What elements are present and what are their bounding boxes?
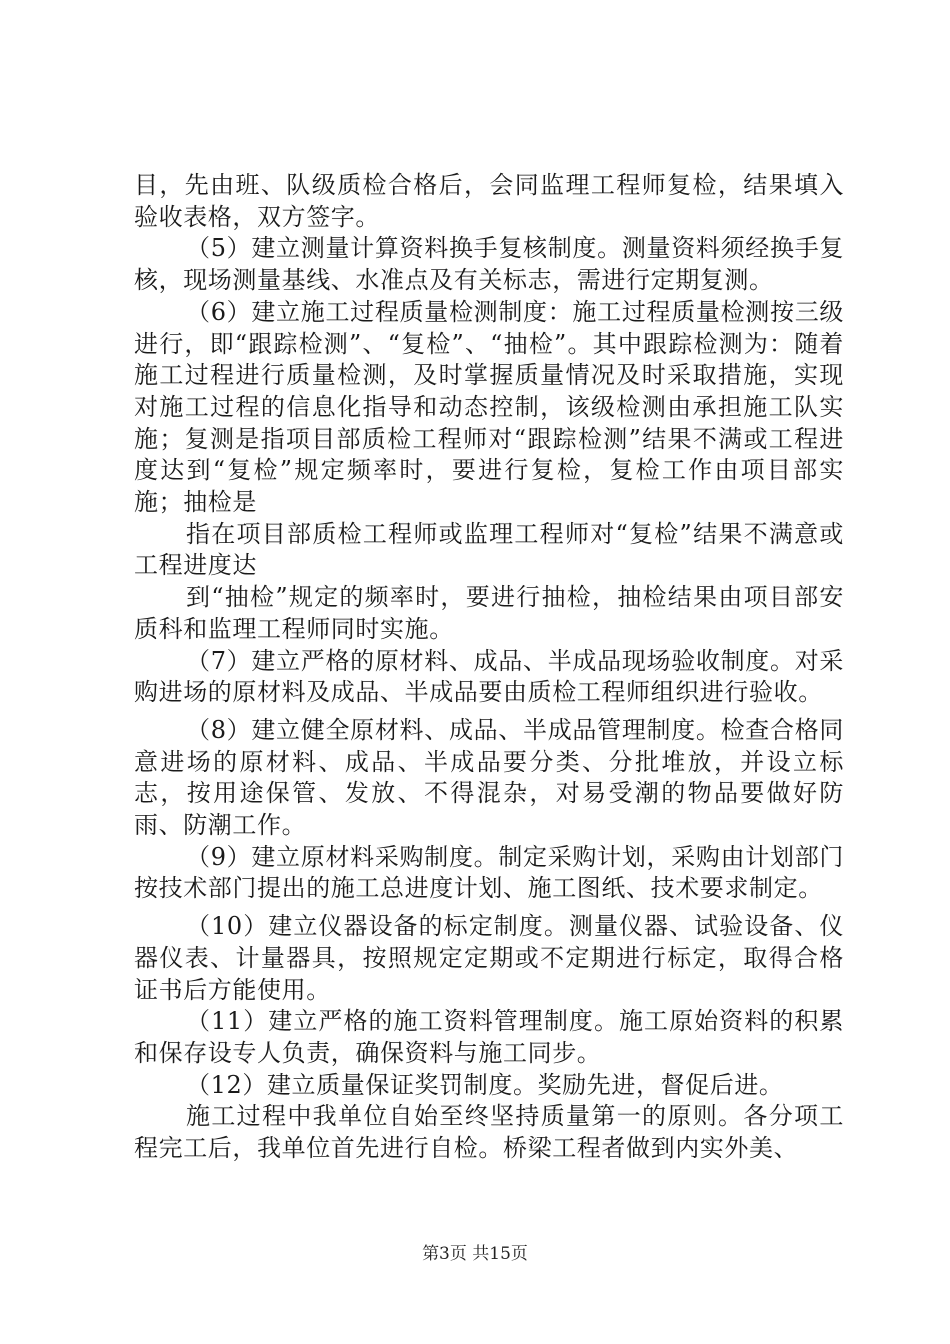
paragraph-item-6-continued-b: 到“抽检”规定的频率时，要进行抽检，抽检结果由项目部安质科和监理工程师同时实施。	[134, 583, 844, 643]
page-number-footer: 第3页 共15页	[422, 1244, 528, 1264]
paragraph-item-5: （5）建立测量计算资料换手复核制度。测量资料须经换手复核，现场测量基线、水准点及有关标志，需进行定期复测。	[134, 234, 844, 295]
paragraph-item-9: （9）建立原材料采购制度。制定采购计划，采购由计划部门按技术部门提出的施工总进度计划、施工图纸、技术要求制定。	[134, 842, 844, 903]
paragraph-item-12: （12）建立质量保证奖罚制度。奖励先进，督促后进。	[186, 1070, 784, 1099]
paragraph-continuation: 目，先由班、队级质检合格后，会同监理工程师复检，结果填入验收表格，双方签字。	[134, 171, 844, 231]
paragraph-item-6-continued-a: 指在项目部质检工程师或监理工程师对“复检”结果不满意或工程进度达	[134, 519, 844, 580]
paragraph-item-11: （11）建立严格的施工资料管理制度。施工原始资料的积累和保存设专人负责，确保资料与施工同步。	[134, 1007, 844, 1067]
paragraph-item-10: （10）建立仪器设备的标定制度。测量仪器、试验设备、仪器仪表、计量器具，按照规定定期或不定期进行标定，取得合格证书后方能使用。	[134, 912, 844, 1004]
paragraph-item-7: （7）建立严格的原材料、成品、半成品现场验收制度。对采购进场的原材料及成品、半成品要由质检工程师组织进行验收。	[134, 646, 844, 707]
paragraph-item-8: （8）建立健全原材料、成品、半成品管理制度。检查合格同意进场的原材料、成品、半成品要分类、分批堆放，并设立标志，按用途保管、发放、不得混杂，对易受潮的物品要做好防雨、防潮工作。	[134, 715, 844, 840]
paragraph-item-6: （6）建立施工过程质量检测制度：施工过程质量检测按三级进行，即“跟踪检测”、“复检”、“抽检”。其中跟踪检测为：随着施工过程进行质量检测，及时掌握质量情况及时采取措施，实现对施工过程的信息化指导和动态控制，该级检测由承担施工队实施；复测是指项目部质检工程师对“跟踪检测”结果不满或工程进度达到“复检”规定频率时，要进行复检，复检工作由项目部实施；抽检是	[134, 297, 844, 517]
document-body	[134, 170, 844, 1165]
paragraph-quality-principle: 施工过程中我单位自始至终坚持质量第一的原则。各分项工程完工后，我单位首先进行自检。桥梁工程者做到内实外美、	[134, 1102, 844, 1163]
